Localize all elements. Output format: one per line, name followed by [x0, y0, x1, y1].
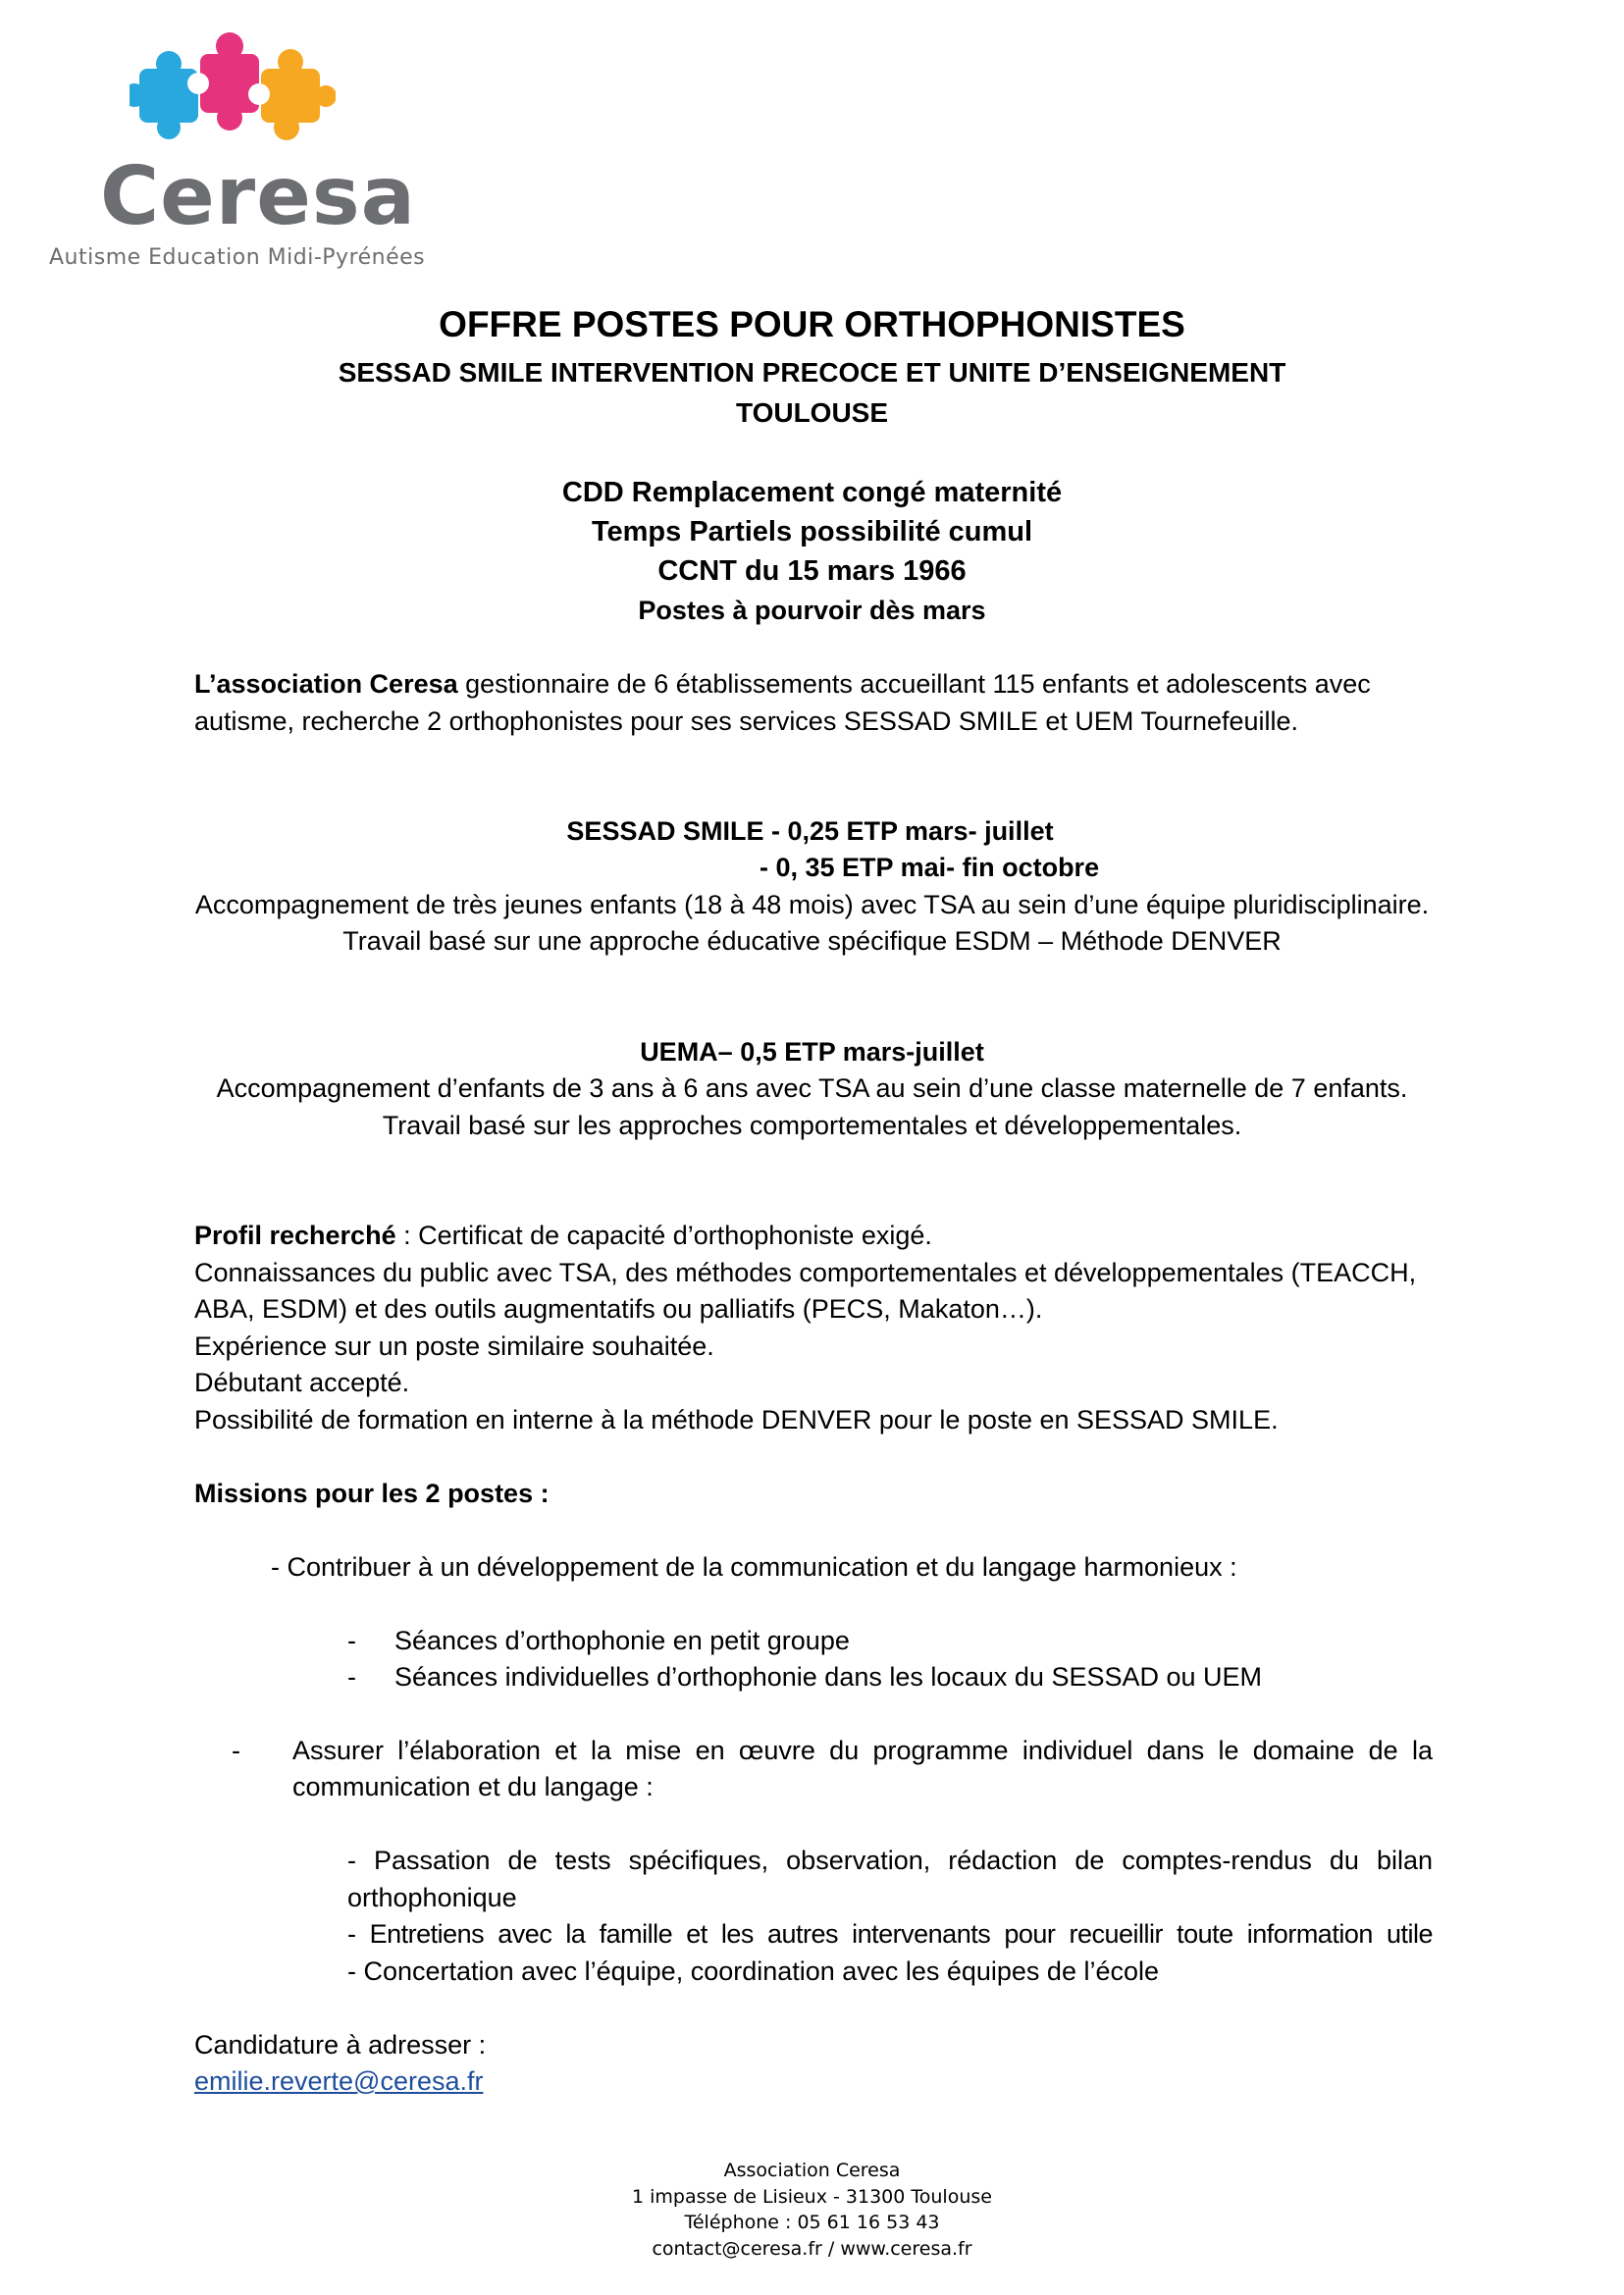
mission-detail-interviews: - Entretiens avec la famille et les autres intervenants pour recueillir toute information utile	[347, 1919, 1433, 1949]
footer-address-block	[0, 2158, 1624, 2262]
profile-section	[194, 1218, 1441, 1438]
intro-org-name: L’association Ceresa	[194, 669, 458, 699]
mission-sub-group-sessions: Séances d’orthophonie en petit groupe	[394, 1626, 850, 1655]
intro-line1: gestionnaire de 6 établissements accueillant 115 enfants et adolescents avec	[457, 669, 1371, 699]
start-date: Postes à pourvoir dès mars	[638, 596, 986, 625]
profile-line4: Expérience sur un poste similaire souhaitée.	[194, 1330, 714, 1361]
sessad-heading-second: - 0, 35 ETP mai- fin octobre	[760, 853, 1100, 882]
mission-detail-tests-line2: orthophonique	[347, 1883, 517, 1912]
offer-location: TOULOUSE	[735, 397, 889, 428]
footer-address: 1 impasse de Lisieux - 31300 Toulouse	[632, 2185, 992, 2208]
mission-sub-dash-2: -	[347, 1662, 356, 1692]
sessad-heading: SESSAD SMILE - 0,25 ETP mars- juillet	[566, 816, 1054, 846]
mission-sub-individual-sessions: Séances individuelles d’orthophonie dans les locaux du SESSAD ou UEM	[394, 1662, 1263, 1692]
mission-detail-tests-line1: - Passation de tests spécifiques, observation, rédaction de comptes-rendus du bilan	[347, 1846, 1433, 1875]
sessad-description: Accompagnement de très jeunes enfants (18 à 48 mois) avec TSA au sein d’une équipe pluridisciplinaire.	[194, 890, 1430, 919]
contract-type: CDD Remplacement congé maternité	[561, 477, 1063, 508]
mission-item-programme-line1: Assurer l’élaboration et la mise en œuvre du programme individuel dans le domaine de la	[292, 1736, 1433, 1765]
mission-item-communication: - Contribuer à un développement de la communication et du langage harmonieux :	[271, 1552, 1237, 1582]
sessad-method: Travail basé sur une approche éducative spécifique ESDM – Méthode DENVER	[342, 926, 1282, 956]
uema-heading: UEMA– 0,5 ETP mars-juillet	[640, 1037, 984, 1067]
offer-subtitle: SESSAD SMILE INTERVENTION PRECOCE ET UNITE D’ENSEIGNEMENT	[338, 357, 1286, 388]
collective-agreement: CCNT du 15 mars 1966	[657, 555, 967, 587]
mission-item-dash: -	[232, 1736, 240, 1765]
profile-line3: ABA, ESDM) et des outils augmentatifs ou palliatifs (PECS, Makaton…).	[194, 1294, 1043, 1324]
intro-paragraph	[194, 666, 1441, 740]
profile-line5: Débutant accepté.	[194, 1368, 410, 1397]
logo-name: Ceresa	[100, 150, 416, 243]
logo-tagline: Autisme Education Midi-Pyrénées	[49, 245, 426, 270]
mission-item-programme-line2: communication et du langage :	[292, 1772, 654, 1801]
ceresa-logo	[47, 29, 430, 275]
footer-contact: contact@ceresa.fr / www.ceresa.fr	[652, 2237, 972, 2260]
application-label: Candidature à adresser :	[194, 2030, 487, 2060]
uema-approach: Travail basé sur les approches comportementales et développementales.	[382, 1111, 1242, 1140]
mission-detail-coordination: - Concertation avec l’équipe, coordination avec les équipes de l’école	[347, 1956, 1160, 1986]
working-time: Temps Partiels possibilité cumul	[591, 516, 1033, 548]
profile-line6: Possibilité de formation en interne à la méthode DENVER pour le poste en SESSAD SMILE.	[194, 1404, 1279, 1434]
footer-org: Association Ceresa	[723, 2160, 901, 2181]
profile-line2: Connaissances du public avec TSA, des méthodes comportementales et développementales (TEACCH,	[194, 1257, 1417, 1287]
puzzle-logo-icon	[130, 29, 336, 152]
intro-line2: autisme, recherche 2 orthophonistes pour ses services SESSAD SMILE et UEM Tournefeuille.	[194, 705, 1299, 736]
missions-heading: Missions pour les 2 postes :	[194, 1479, 550, 1508]
mission-sub-dash-1: -	[347, 1626, 356, 1655]
profile-label: Profil recherché	[194, 1221, 396, 1250]
profile-line1: : Certificat de capacité d’orthophoniste exigé.	[395, 1221, 932, 1250]
footer-phone: Téléphone : 05 61 16 53 43	[684, 2212, 940, 2233]
uema-description: Accompagnement d’enfants de 3 ans à 6 ans avec TSA au sein d’une classe maternelle de 7 enfants.	[216, 1073, 1408, 1103]
application-email-link[interactable]: emilie.reverte@ceresa.fr	[194, 2066, 484, 2096]
offer-title: OFFRE POSTES POUR ORTHOPHONISTES	[439, 304, 1185, 344]
